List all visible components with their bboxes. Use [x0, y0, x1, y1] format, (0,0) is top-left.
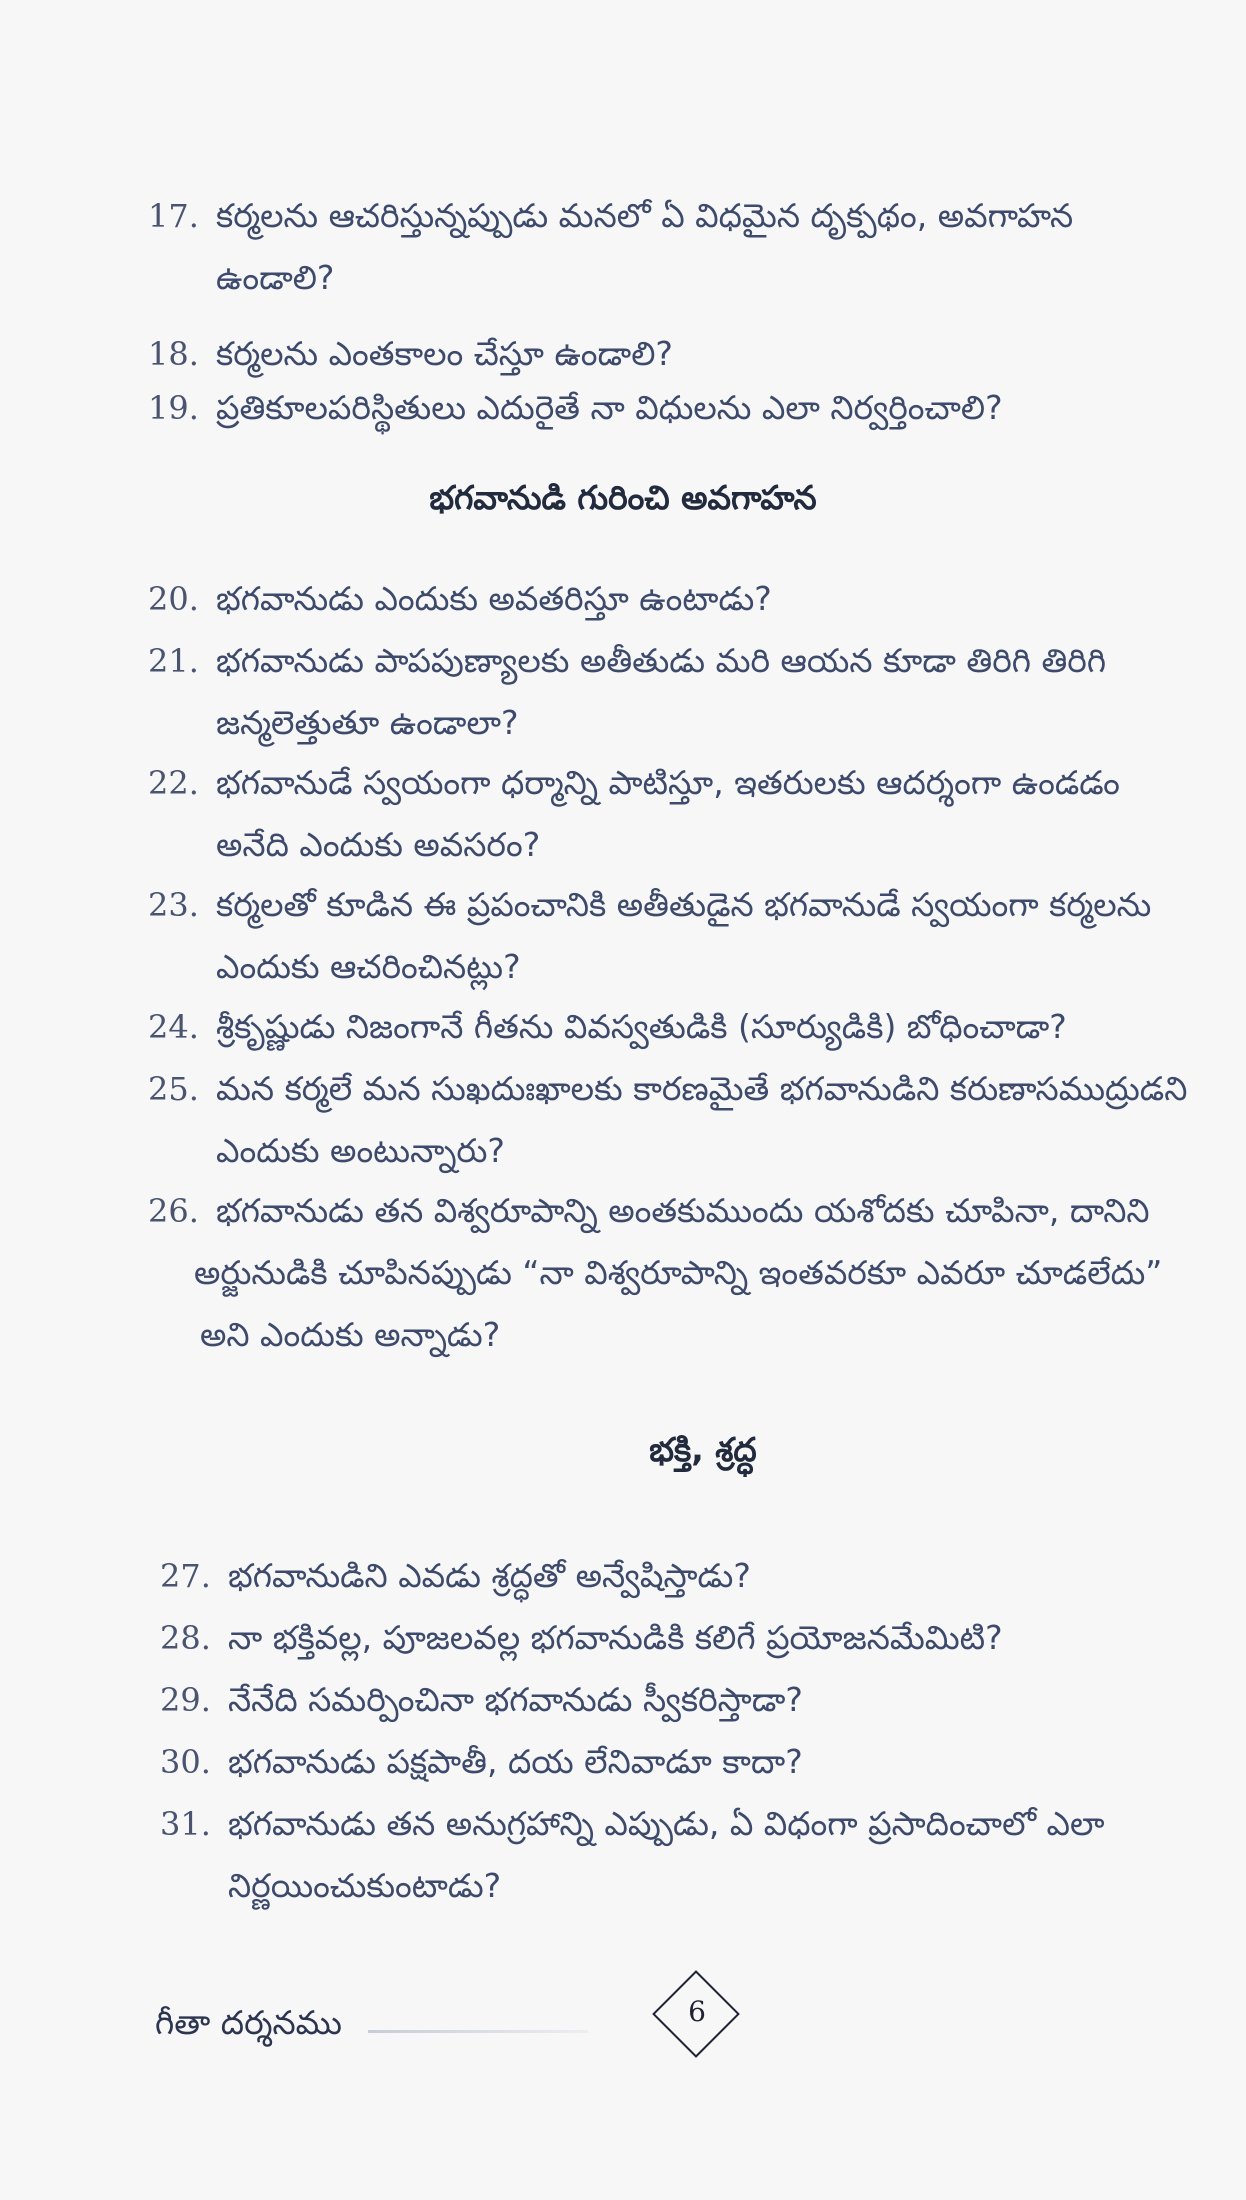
section-heading: భక్తి, శ్రద్ధ — [649, 1430, 757, 1469]
question-text: కర్మలను ఆచరిస్తున్నప్పుడు మనలో ఏ విధమైన దృక్పథం, అవగాహన — [216, 196, 1074, 235]
question-number: 17. — [148, 197, 199, 235]
question-number: 29. — [160, 1681, 211, 1719]
question-text: మన కర్మలే మన సుఖదుఃఖాలకు కారణమైతే భగవానుడిని కరుణాసముద్రుడని — [216, 1069, 1188, 1108]
question-text: భగవానుడే స్వయంగా ధర్మాన్ని పాటిస్తూ, ఇతరులకు ఆదర్శంగా ఉండడం — [216, 763, 1120, 802]
question-number: 23. — [148, 886, 199, 924]
question-number: 20. — [148, 580, 199, 618]
question-text: భగవానుడు ఎందుకు అవతరిస్తూ ఉంటాడు? — [216, 579, 772, 618]
question-item — [148, 996, 1228, 1058]
question-item — [148, 568, 1228, 630]
question-text-continued: ఎందుకు ఆచరించినట్లు? — [216, 947, 521, 986]
question-text-continued: ఎందుకు అంటున్నారు? — [216, 1131, 505, 1170]
section-heading: భగవానుడి గురించి అవగాహన — [429, 478, 817, 517]
question-text-continued: అని ఎందుకు అన్నాడు? — [200, 1315, 501, 1354]
question-number: 24. — [148, 1008, 199, 1046]
question-number: 27. — [160, 1557, 211, 1595]
question-text-continued: జన్మలెత్తుతూ ఉండాలా? — [216, 703, 519, 742]
question-item — [160, 1607, 1240, 1669]
question-item — [160, 1731, 1240, 1793]
question-text: భగవానుడు తన విశ్వరూపాన్ని అంతకుముందు యశోదకు చూపినా, దానిని — [216, 1191, 1150, 1230]
question-item — [148, 377, 1228, 439]
page-number: 6 — [688, 1995, 706, 2028]
question-text-continued: అర్జునుడికి చూపినప్పుడు “నా విశ్వరూపాన్ని ఇంతవరకూ ఎవరూ చూడలేదు” — [194, 1253, 1163, 1292]
question-number: 31. — [160, 1805, 211, 1843]
question-item — [148, 323, 1228, 385]
question-number: 28. — [160, 1619, 211, 1657]
question-text: నా భక్తివల్ల, పూజలవల్ల భగవానుడికి కలిగే ప్రయోజనమేమిటి? — [228, 1618, 1003, 1657]
question-number: 22. — [148, 764, 199, 802]
question-text: భగవానుడు తన అనుగ్రహాన్ని ఎప్పుడు, ఏ విధంగా ప్రసాదించాలో ఎలా — [228, 1804, 1105, 1843]
footer-divider — [368, 2030, 588, 2033]
question-item — [148, 1180, 1228, 1366]
question-text: భగవానుడు పాపపుణ్యాలకు అతీతుడు మరి ఆయన కూడా తిరిగి తిరిగి — [216, 641, 1107, 680]
question-item — [148, 185, 1228, 309]
question-item — [160, 1669, 1240, 1731]
question-item — [148, 1058, 1228, 1182]
question-text: ప్రతికూలపరిస్థితులు ఎదురైతే నా విధులను ఎలా నిర్వర్తించాలి? — [216, 388, 1003, 427]
question-text-continued: ఉండాలి? — [216, 258, 335, 297]
question-text: శ్రీకృష్ణుడు నిజంగానే గీతను వివస్వతుడికి (సూర్యుడికి) బోధించాడా? — [216, 1007, 1067, 1046]
question-text-continued: నిర్ణయించుకుంటాడు? — [228, 1866, 502, 1905]
question-item — [148, 874, 1228, 998]
question-number: 25. — [148, 1070, 199, 1108]
question-text: కర్మలతో కూడిన ఈ ప్రపంచానికి అతీతుడైన భగవానుడే స్వయంగా కర్మలను — [216, 885, 1152, 924]
question-number: 19. — [148, 389, 199, 427]
question-text-continued: అనేది ఎందుకు అవసరం? — [216, 825, 541, 864]
question-number: 21. — [148, 642, 199, 680]
question-item — [148, 752, 1228, 876]
question-number: 26. — [148, 1192, 199, 1230]
question-text: భగవానుడు పక్షపాతీ, దయ లేనివాడూ కాదా? — [228, 1742, 803, 1781]
book-title: గీతా దర్శనము — [155, 2003, 342, 2042]
question-item — [160, 1793, 1230, 1917]
question-number: 18. — [148, 335, 199, 373]
question-text: భగవానుడిని ఎవడు శ్రద్ధతో అన్వేషిస్తాడు? — [228, 1556, 751, 1595]
question-text: కర్మలను ఎంతకాలం చేస్తూ ఉండాలి? — [216, 334, 673, 373]
question-item — [148, 630, 1228, 754]
question-text: నేనేది సమర్పించినా భగవానుడు స్వీకరిస్తాడా? — [228, 1680, 803, 1719]
question-item — [160, 1545, 1240, 1607]
question-number: 30. — [160, 1743, 211, 1781]
